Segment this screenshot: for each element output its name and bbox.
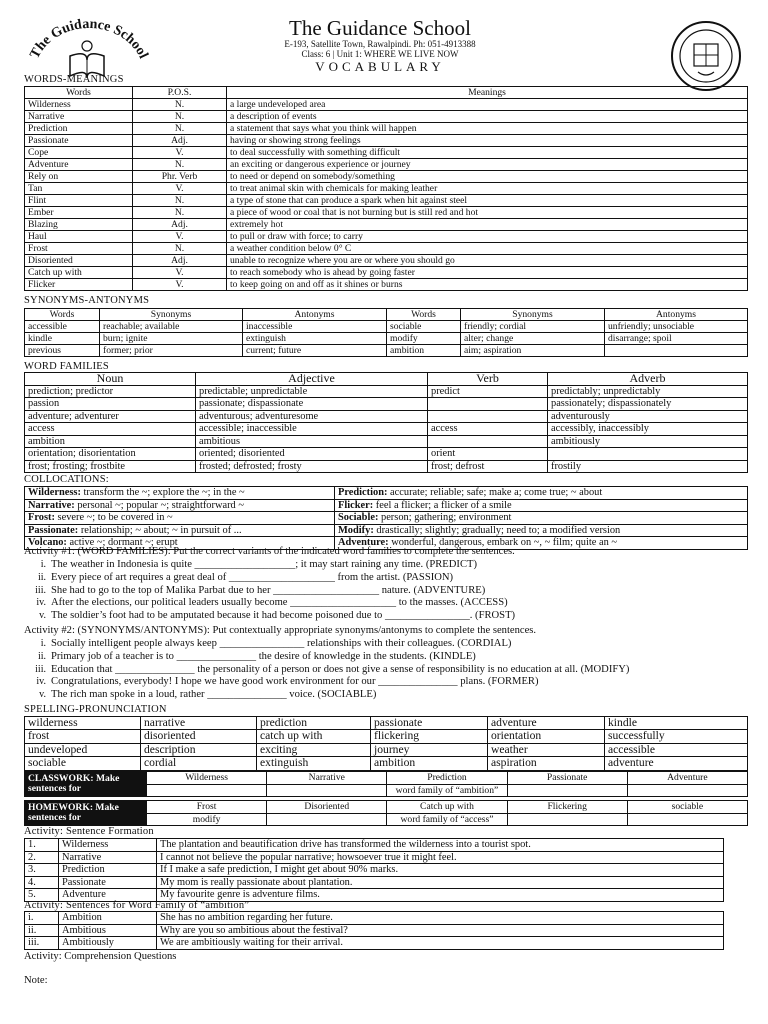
work-word: sociable (627, 801, 747, 814)
school-address: E-193, Satellite Town, Rawalpindi. Ph: 051-4913388 (284, 39, 476, 49)
table-cell: unfriendly; unsociable (605, 321, 748, 333)
collocation-key: Passionate: (28, 524, 79, 536)
table-cell: Ambition (59, 912, 157, 925)
collocation-cell (335, 524, 748, 537)
svg-text:The Guidance School: The Guidance School (27, 16, 151, 62)
spelling-word: sociable (25, 757, 141, 770)
work-word (627, 813, 747, 826)
comprehension-heading: Activity: Comprehension Questions (24, 951, 177, 962)
table-cell: frosted; defrosted; frosty (196, 460, 428, 473)
collocation-key: Flicker: (338, 499, 374, 511)
spelling-word: kindle (605, 717, 748, 730)
table-row (25, 159, 748, 171)
section-word-families: WORD FAMILIES (24, 361, 109, 372)
work-word (507, 813, 627, 826)
item-text: Socially intelligent people always keep ________________ relationships with their colleagues. (CORDIAL) (51, 638, 512, 649)
table-row (25, 743, 748, 756)
meaning-cell: to keep going on and off as it shines or burns (227, 279, 748, 291)
table-cell: kindle (25, 333, 100, 345)
collocation-key: Volcano: (28, 537, 67, 548)
word-cell: Cope (25, 147, 133, 159)
classwork-table (24, 771, 748, 797)
table-cell: accessibly, inaccessibly (548, 423, 748, 436)
work-label: CLASSWORK: Make sentences for (25, 772, 147, 797)
table-row (25, 717, 748, 730)
table-cell: Narrative (59, 851, 157, 864)
item-text: Every piece of art requires a great deal of ____________________ from the artist. (PASSION) (51, 571, 454, 583)
item-text: The rich man spoke in a loud, rather _______________ voice. (SOCIABLE) (51, 689, 377, 701)
meaning-cell: to deal successfully with something difficult (227, 147, 748, 159)
meaning-cell: an exciting or dangerous experience or journey (227, 159, 748, 171)
table-cell: Adventure (59, 889, 157, 902)
work-word: Passionate (507, 772, 627, 785)
spelling-word: aspiration (488, 757, 605, 770)
spelling-word: flickering (371, 730, 488, 743)
word-cell: Blazing (25, 219, 133, 231)
table-cell: ambition (387, 345, 461, 357)
school-name: The Guidance School (289, 16, 471, 40)
work-word (147, 784, 267, 797)
spelling-word: successfully (605, 730, 748, 743)
item-number: i. (40, 638, 46, 649)
table-cell: I cannot not believe the popular narrative; howsoever true it might feel. (157, 851, 724, 864)
table-cell: frost; frosting; frostbite (25, 460, 196, 473)
table-cell: 4. (25, 876, 59, 889)
doc-title: VOCABULARY (315, 59, 445, 74)
work-word: Flickering (507, 801, 627, 814)
pos-cell: N. (133, 123, 227, 135)
work-word (507, 784, 627, 797)
table-cell (428, 435, 548, 448)
word-cell: Wilderness (25, 99, 133, 111)
column-header: Adjective (196, 373, 428, 386)
table-row (25, 398, 748, 411)
item-text: After the elections, our political leaders usually become ____________________ to the masses. (ACCESS) (51, 597, 508, 609)
table-cell: aim; aspiration (461, 345, 605, 357)
table-row (25, 231, 748, 243)
word-cell: Catch up with (25, 267, 133, 279)
table-row (25, 460, 748, 473)
collocation-value: personal ~; popular ~; straightforward ~ (74, 499, 244, 511)
spelling-word: accessible (605, 743, 748, 756)
pos-cell: N. (133, 111, 227, 123)
meaning-cell: to reach somebody who is ahead by going faster (227, 267, 748, 279)
meaning-cell: having or showing strong feelings (227, 135, 748, 147)
item-number: v. (39, 689, 46, 701)
item-text: The weather in Indonesia is quite ___________________; it may start raining any time. (PREDICT) (51, 559, 478, 570)
homework-table (24, 800, 748, 826)
table-row (25, 487, 748, 500)
item-number: iv. (36, 597, 46, 609)
table-cell: If I make a safe prediction, I might get about 90% marks. (157, 864, 724, 877)
table-cell: inaccessible (243, 321, 387, 333)
table-cell: i. (25, 912, 59, 925)
table-row (25, 801, 748, 814)
table-row (25, 171, 748, 183)
table-row (25, 912, 724, 925)
table-cell: passionate; dispassionate (196, 398, 428, 411)
note-label: Note: (24, 975, 48, 986)
pos-cell: N. (133, 99, 227, 111)
word-cell: Haul (25, 231, 133, 243)
collocation-value: wonderful, dangerous, embark on ~, ~ film; quite an ~ (388, 537, 617, 548)
collocation-key: Adventure: (338, 537, 389, 548)
table-cell: My favourite genre is adventure films. (157, 889, 724, 902)
table-cell: passion (25, 398, 196, 411)
meaning-cell: to need or depend on somebody/something (227, 171, 748, 183)
pos-cell: N. (133, 243, 227, 255)
meaning-cell: a description of events (227, 111, 748, 123)
work-word: Prediction (387, 772, 507, 785)
word-cell: Narrative (25, 111, 133, 123)
collocation-value: severe ~; to be covered in ~ (54, 512, 173, 523)
collocation-cell (25, 487, 335, 500)
spelling-word: catch up with (257, 730, 371, 743)
table-cell: accessible; inaccessible (196, 423, 428, 436)
table-row (25, 757, 748, 770)
word-cell: Frost (25, 243, 133, 255)
spelling-word: adventure (605, 757, 748, 770)
table-cell: predictable; unpredictable (196, 385, 428, 398)
section-collocations: COLLOCATIONS: (24, 474, 109, 485)
collocation-value: feel a flicker; a flicker of a smile (373, 499, 512, 511)
collocation-cell (335, 512, 748, 525)
collocation-key: Sociable: (338, 512, 379, 523)
table-row (25, 255, 748, 267)
table-row (25, 448, 748, 461)
work-word: Catch up with (387, 801, 507, 814)
meaning-cell: unable to recognize where you are or where you should go (227, 255, 748, 267)
col-meanings: Meanings (227, 87, 748, 99)
ambition-sentences-table (24, 911, 724, 950)
table-cell: modify (387, 333, 461, 345)
table-row (25, 321, 748, 333)
table-cell: frostily (548, 460, 748, 473)
table-row (25, 410, 748, 423)
word-cell: Tan (25, 183, 133, 195)
collocation-cell (335, 499, 748, 512)
table-cell: ambitious (196, 435, 428, 448)
table-row (25, 195, 748, 207)
section-words-meanings: WORDS-MEANINGS (24, 74, 124, 85)
table-row (25, 243, 748, 255)
table-cell: reachable; available (100, 321, 243, 333)
activity1-title: Activity #1: (WORD FAMILIES): Put the correct variants of the indicated word families to complete the sentences. (24, 546, 515, 557)
column-header: Synonyms (100, 309, 243, 321)
spelling-word: orientation (488, 730, 605, 743)
pos-cell: Adj. (133, 219, 227, 231)
collocation-value: transform the ~; explore the ~; in the ~ (80, 487, 245, 498)
collocation-value: accurate; reliable; safe; make a; come true; ~ about (387, 487, 603, 498)
table-cell: 2. (25, 851, 59, 864)
table-cell: adventure; adventurer (25, 410, 196, 423)
spelling-word: extinguish (257, 757, 371, 770)
section-sentence-formation: Activity: Sentence Formation (24, 826, 154, 837)
table-row (25, 135, 748, 147)
table-cell: adventurously (548, 410, 748, 423)
table-row (25, 345, 748, 357)
item-text: She had to go to the top of Malika Parbat due to her ____________________ nature. (ADVENTURE) (51, 584, 486, 596)
table-cell: prediction; predictor (25, 385, 196, 398)
word-cell: Flint (25, 195, 133, 207)
column-header: Synonyms (461, 309, 605, 321)
table-row (25, 876, 724, 889)
section-spelling: SPELLING-PRONUNCIATION (24, 704, 167, 715)
table-row (25, 924, 724, 937)
spelling-word: description (141, 743, 257, 756)
spelling-word: journey (371, 743, 488, 756)
word-cell: Ember (25, 207, 133, 219)
table-cell: iii. (25, 937, 59, 950)
spelling-word: disoriented (141, 730, 257, 743)
table-cell: Passionate (59, 876, 157, 889)
table-cell: We are ambitiously waiting for their arrival. (157, 937, 724, 950)
table-row (25, 524, 748, 537)
column-header: Words (25, 309, 100, 321)
collocation-value: active ~; dormant ~; erupt (66, 537, 178, 548)
table-cell: sociable (387, 321, 461, 333)
words-meanings-table (24, 86, 748, 291)
meaning-cell: a piece of wood or coal that is not burning but is still red and hot (227, 207, 748, 219)
work-word (267, 813, 387, 826)
school-seal (670, 20, 742, 92)
collocation-value: person; gathering; environment (378, 512, 512, 523)
table-row (25, 839, 724, 852)
table-cell: Prediction (59, 864, 157, 877)
pos-cell: V. (133, 231, 227, 243)
sentence-formation-table (24, 838, 724, 902)
table-cell: ii. (25, 924, 59, 937)
table-cell: ambitiously (548, 435, 748, 448)
table-cell: friendly; cordial (461, 321, 605, 333)
collocation-key: Modify: (338, 524, 374, 536)
pos-cell: Adj. (133, 135, 227, 147)
table-row (25, 333, 748, 345)
table-row (25, 864, 724, 877)
item-number: i. (40, 559, 46, 570)
col-pos: P.O.S. (133, 87, 227, 99)
work-word: word family of “access” (387, 813, 507, 826)
meaning-cell: to treat animal skin with chemicals for making leather (227, 183, 748, 195)
work-word: Disoriented (267, 801, 387, 814)
table-cell: Wilderness (59, 839, 157, 852)
meaning-cell: a type of stone that can produce a spark when hit against steel (227, 195, 748, 207)
table-cell: ambition (25, 435, 196, 448)
table-row (25, 423, 748, 436)
table-row (25, 111, 748, 123)
work-word: Frost (147, 801, 267, 814)
pos-cell: V. (133, 267, 227, 279)
table-cell: previous (25, 345, 100, 357)
meaning-cell: a large undeveloped area (227, 99, 748, 111)
table-cell: 5. (25, 889, 59, 902)
table-row (25, 772, 748, 785)
column-header: Words (387, 309, 461, 321)
table-row (25, 937, 724, 950)
spelling-word: narrative (141, 717, 257, 730)
table-cell: access (25, 423, 196, 436)
table-row (25, 499, 748, 512)
word-cell: Flicker (25, 279, 133, 291)
word-cell: Disoriented (25, 255, 133, 267)
item-text: The soldier’s foot had to be amputated because it had become poisoned due to ________________. (FROST) (51, 610, 516, 622)
table-row (25, 183, 748, 195)
collocation-cell (25, 499, 335, 512)
work-word: word family of “ambition” (387, 784, 507, 797)
table-cell: Ambitious (59, 924, 157, 937)
table-row (25, 123, 748, 135)
item-number: iii. (35, 584, 46, 596)
table-cell: accessible (25, 321, 100, 333)
table-cell (428, 398, 548, 411)
spelling-word: adventure (488, 717, 605, 730)
synonyms-antonyms-table (24, 308, 748, 357)
spelling-table (24, 716, 748, 771)
pos-cell: N. (133, 159, 227, 171)
pos-cell: Adj. (133, 255, 227, 267)
work-word: Wilderness (147, 772, 267, 785)
item-number: iii. (35, 663, 46, 675)
table-row (25, 207, 748, 219)
work-word (627, 784, 747, 797)
collocation-cell (25, 524, 335, 537)
word-cell: Adventure (25, 159, 133, 171)
item-number: ii. (37, 571, 46, 583)
spelling-word: prediction (257, 717, 371, 730)
table-cell: She has no ambition regarding her future. (157, 912, 724, 925)
item-text: Congratulations, everybody! I hope we have good work environment for our _______________ plans. (FORMER) (51, 676, 539, 688)
table-cell: adventurous; adventuresome (196, 410, 428, 423)
work-word (267, 784, 387, 797)
table-cell: 3. (25, 864, 59, 877)
column-header: Adverb (548, 373, 748, 386)
activity2-title: Activity #2: (SYNONYMS/ANTONYMS): Put contextually appropriate synonyms/antonyms to complete the sentences. (24, 625, 537, 636)
table-cell: oriented; disoriented (196, 448, 428, 461)
item-text: Education that _______________ the personality of a person or does not give a sense of responsibility is no education at all. (MODIFY) (51, 663, 630, 675)
spelling-word: passionate (371, 717, 488, 730)
meaning-cell: a weather condition below 0° C (227, 243, 748, 255)
pos-cell: N. (133, 207, 227, 219)
work-word: Adventure (627, 772, 747, 785)
section-synonyms-antonyms: SYNONYMS-ANTONYMS (24, 295, 150, 306)
pos-cell: V. (133, 183, 227, 195)
table-cell: The plantation and beautification drive has transformed the wilderness into a tourist spot. (157, 839, 724, 852)
collocation-key: Frost: (28, 512, 55, 523)
collocation-cell (335, 487, 748, 500)
table-row (25, 385, 748, 398)
class-unit: Class: 6 | Unit 1: WHERE WE LIVE NOW (301, 49, 459, 59)
work-word: modify (147, 813, 267, 826)
table-row (25, 730, 748, 743)
spelling-word: undeveloped (25, 743, 141, 756)
column-header: Antonyms (243, 309, 387, 321)
spelling-word: wilderness (25, 717, 141, 730)
table-cell: Ambitiously (59, 937, 157, 950)
pos-cell: V. (133, 279, 227, 291)
spelling-word: exciting (257, 743, 371, 756)
column-header: Verb (428, 373, 548, 386)
word-cell: Passionate (25, 135, 133, 147)
pos-cell: N. (133, 195, 227, 207)
table-cell: Why are you so ambitious about the festival? (157, 924, 724, 937)
table-cell: current; future (243, 345, 387, 357)
meaning-cell: extremely hot (227, 219, 748, 231)
table-cell: 1. (25, 839, 59, 852)
col-words: Words (25, 87, 133, 99)
item-number: ii. (37, 650, 46, 662)
table-cell (605, 345, 748, 357)
collocation-value: relationship; ~ about; ~ in pursuit of ... (78, 524, 242, 536)
work-word: Narrative (267, 772, 387, 785)
column-header: Noun (25, 373, 196, 386)
pos-cell: Phr. Verb (133, 171, 227, 183)
work-label: HOMEWORK: Make sentences for (25, 801, 147, 826)
spelling-word: ambition (371, 757, 488, 770)
table-row (25, 267, 748, 279)
table-cell: access (428, 423, 548, 436)
table-cell: former; prior (100, 345, 243, 357)
table-cell (548, 448, 748, 461)
table-row (25, 279, 748, 291)
item-text: Primary job of a teacher is to _______________ the desire of knowledge in the students. (KINDLE) (51, 650, 476, 662)
collocation-key: Wilderness: (28, 487, 81, 498)
spelling-word: weather (488, 743, 605, 756)
table-cell: orient (428, 448, 548, 461)
pos-cell: V. (133, 147, 227, 159)
section-ambition-sentences: Activity: Sentences for Word Family of “ambition” (24, 900, 250, 911)
table-cell: predict (428, 385, 548, 398)
word-families-table (24, 372, 748, 473)
table-cell: orientation; disorientation (25, 448, 196, 461)
word-cell: Prediction (25, 123, 133, 135)
table-cell: passionately; dispassionately (548, 398, 748, 411)
table-cell: burn; ignite (100, 333, 243, 345)
spelling-word: frost (25, 730, 141, 743)
table-cell (428, 410, 548, 423)
table-row (25, 219, 748, 231)
meaning-cell: to pull or draw with force; to carry (227, 231, 748, 243)
table-row (25, 512, 748, 525)
collocation-value: drastically; slightly; gradually; need to; a modified version (373, 524, 621, 536)
item-number: iv. (36, 676, 46, 688)
meaning-cell: a statement that says what you think will happen (227, 123, 748, 135)
word-cell: Rely on (25, 171, 133, 183)
item-number: v. (39, 610, 46, 622)
collocation-key: Narrative: (28, 499, 75, 511)
table-cell: extinguish (243, 333, 387, 345)
table-row (25, 99, 748, 111)
table-cell: alter; change (461, 333, 605, 345)
table-row (25, 147, 748, 159)
collocations-table (24, 486, 748, 550)
table-cell: disarrange; spoil (605, 333, 748, 345)
table-cell: predictably; unpredictably (548, 385, 748, 398)
spelling-word: cordial (141, 757, 257, 770)
table-cell: My mom is really passionate about plantation. (157, 876, 724, 889)
table-cell: frost; defrost (428, 460, 548, 473)
column-header: Antonyms (605, 309, 748, 321)
table-row (25, 851, 724, 864)
table-row (25, 435, 748, 448)
collocation-key: Prediction: (338, 487, 388, 498)
collocation-cell (25, 512, 335, 525)
